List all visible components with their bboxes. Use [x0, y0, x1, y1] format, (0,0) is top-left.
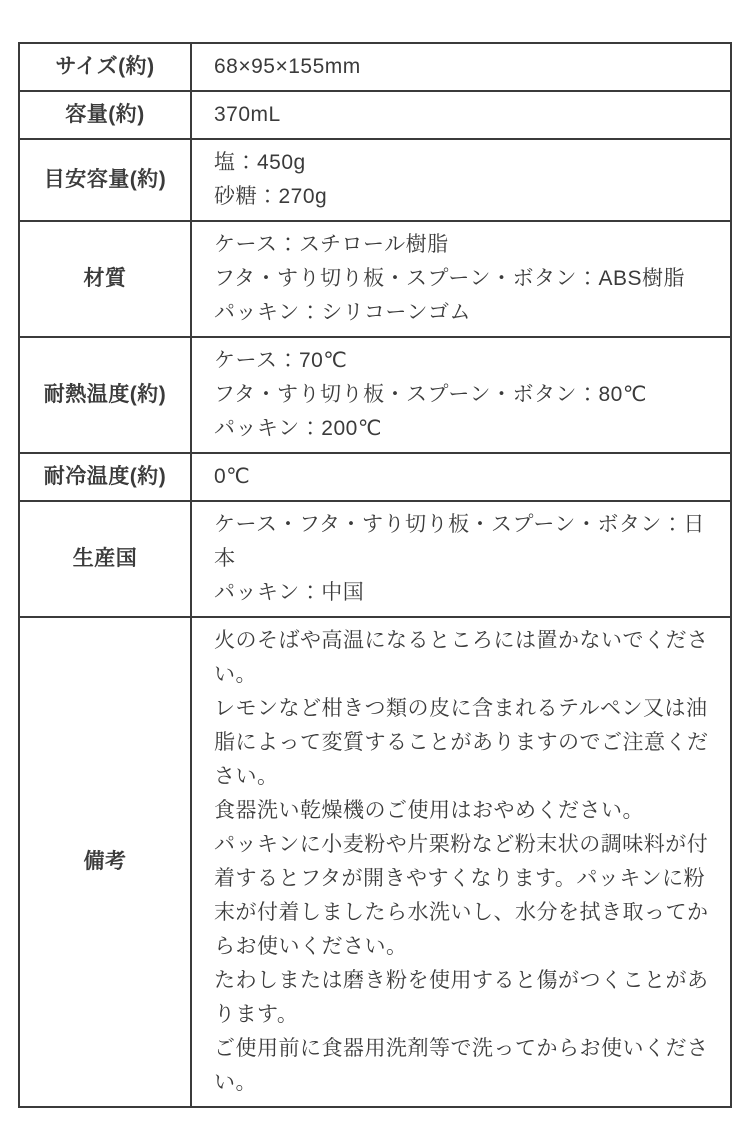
- spec-value-line: レモンなど柑きつ類の皮に含まれるテルペン又は油脂によって変質することがありますのでご注意ください。: [214, 697, 709, 788]
- spec-value-line: フタ・すり切り板・スプーン・ボタン：ABS樹脂: [214, 267, 685, 290]
- spec-value-line: パッキン：中国: [214, 581, 365, 604]
- spec-table-row: [19, 337, 731, 453]
- spec-value-line: フタ・すり切り板・スプーン・ボタン：80℃: [214, 383, 647, 406]
- spec-value-line: ご使用前に食器用洗剤等で洗ってからお使いください。: [214, 1037, 709, 1094]
- spec-value-line: 砂糖：270g: [214, 185, 328, 208]
- spec-value-line: ケース：スチロール樹脂: [214, 233, 449, 256]
- spec-table-row: [19, 221, 731, 337]
- spec-value-line: ケース・フタ・すり切り板・スプーン・ボタン：日本: [214, 513, 705, 570]
- spec-value-line: 0℃: [214, 465, 251, 488]
- spec-row-value: [191, 617, 731, 1107]
- spec-row-value: [191, 91, 731, 139]
- spec-row-value: [191, 221, 731, 337]
- spec-row-label: サイズ(約): [19, 43, 191, 91]
- spec-row-value: [191, 43, 731, 91]
- spec-value-line: ケース：70℃: [214, 349, 348, 372]
- spec-value-line: たわしまたは磨き粉を使用すると傷がつくことがあります。: [214, 969, 709, 1026]
- spec-row-value: [191, 501, 731, 617]
- spec-value-line: 68×95×155mm: [214, 55, 361, 78]
- spec-row-value: [191, 453, 731, 501]
- spec-table-row: [19, 91, 731, 139]
- spec-row-label: 容量(約): [19, 91, 191, 139]
- spec-row-label: 生産国: [19, 501, 191, 617]
- spec-row-value: [191, 337, 731, 453]
- spec-table-row: [19, 43, 731, 91]
- spec-value-line: パッキン：シリコーンゴム: [214, 301, 471, 324]
- spec-value-line: パッキン：200℃: [214, 417, 382, 440]
- spec-value-line: パッキンに小麦粉や片栗粉など粉末状の調味料が付着するとフタが開きやすくなります。パッキンに粉末が付着しましたら水洗いし、水分を拭き取ってからお使いください。: [214, 833, 709, 958]
- spec-row-label: 目安容量(約): [19, 139, 191, 221]
- spec-table-row: [19, 453, 731, 501]
- spec-row-label: 耐熱温度(約): [19, 337, 191, 453]
- spec-value-line: 塩：450g: [214, 151, 306, 174]
- spec-row-value: [191, 139, 731, 221]
- spec-value-line: 食器洗い乾燥機のご使用はおやめください。: [214, 799, 644, 822]
- spec-value-line: 火のそばや高温になるところには置かないでください。: [214, 629, 709, 686]
- spec-table-row: [19, 617, 731, 1107]
- spec-row-label: 材質: [19, 221, 191, 337]
- spec-table-row: [19, 139, 731, 221]
- spec-value-line: 370mL: [214, 103, 281, 126]
- spec-table: [18, 42, 732, 1108]
- spec-table-body: [19, 43, 731, 1107]
- spec-row-label: 耐冷温度(約): [19, 453, 191, 501]
- spec-table-row: [19, 501, 731, 617]
- spec-row-label: 備考: [19, 617, 191, 1107]
